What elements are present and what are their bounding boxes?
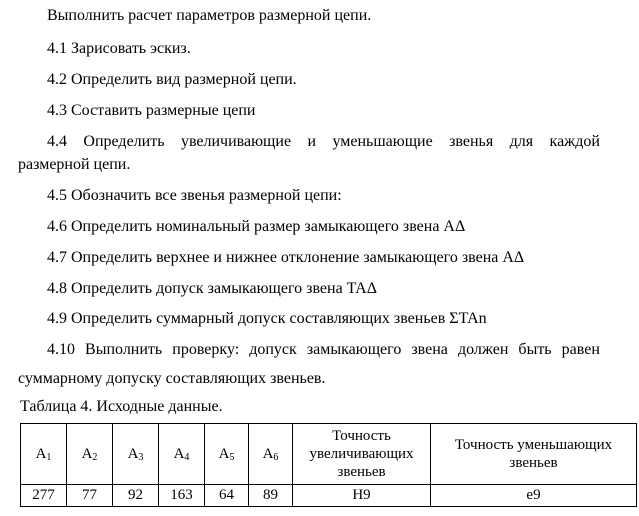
header-a4: $A_4$ <box>159 424 205 485</box>
table-header-row <box>21 424 637 485</box>
header-a5: $A_5$ <box>205 424 249 485</box>
step-4-4-word: увеличивающие <box>180 133 292 150</box>
step-4-10-word: замыкающего <box>306 341 402 358</box>
value-a2: 77 <box>67 485 113 507</box>
step-4-10-word: допуск <box>249 341 297 358</box>
step-4-4-word: звенья <box>449 133 494 150</box>
step-4-6: 4.6 Определить номинальный размер замыкающего звена AΔ <box>47 218 466 235</box>
table-values-row <box>21 485 637 507</box>
value-increasing-precision: H9 <box>293 485 431 507</box>
value-decreasing-precision: e9 <box>431 485 637 507</box>
header-a3: $A_3$ <box>113 424 159 485</box>
value-a1: 277 <box>21 485 67 507</box>
header-a2: $A_2$ <box>67 424 113 485</box>
step-4-10-word: 4.10 <box>47 341 75 358</box>
step-4-4-word: каждой <box>549 133 600 150</box>
step-4-8: 4.8 Определить допуск замыкающего звена TAΔ <box>47 280 378 297</box>
step-4-10-word: проверку: <box>172 341 240 358</box>
header-decreasing-precision: Точность уменьшающих звеньев <box>431 424 637 485</box>
step-4-2: 4.2 Определить вид размерной цепи. <box>47 71 297 88</box>
step-4-7: 4.7 Определить верхнее и нижнее отклонение замыкающего звена AΔ <box>47 249 525 266</box>
step-4-5: 4.5 Обозначить все звенья размерной цепи: <box>47 187 342 204</box>
source-data-table <box>20 423 637 507</box>
value-a6: 89 <box>249 485 293 507</box>
value-a3: 92 <box>113 485 159 507</box>
step-4-4-word: уменьшающие <box>332 133 433 150</box>
step-4-10-word: Выполнить <box>85 341 163 358</box>
step-4-10-word: быть <box>518 341 552 358</box>
step-4-10-word: равен <box>561 341 600 358</box>
table-caption: Таблица 4. Исходные данные. <box>20 398 223 415</box>
header-a1: $A_1$ <box>21 424 67 485</box>
step-4-1: 4.1 Зарисовать эскиз. <box>47 40 191 57</box>
step-4-4-line1 <box>47 132 600 152</box>
step-4-4-line2: размерной цепи. <box>18 156 131 173</box>
step-4-3: 4.3 Составить размерные цепи <box>47 102 256 119</box>
header-increasing-precision: Точность увеличивающих звеньев <box>293 424 431 485</box>
step-4-4-word: для <box>509 133 534 150</box>
step-4-10-word: звена <box>411 341 448 358</box>
value-a4: 163 <box>159 485 205 507</box>
step-4-4-word: и <box>307 133 317 150</box>
step-4-10-word: должен <box>457 341 509 358</box>
step-4-9: 4.9 Определить суммарный допуск составляющих звеньев ΣTAn <box>47 310 487 327</box>
value-a5: 64 <box>205 485 249 507</box>
step-4-10-line2: суммарному допуску составляющих звеньев. <box>18 370 326 387</box>
step-4-4-word: Определить <box>83 133 165 150</box>
step-4-4-word: 4.4 <box>47 133 67 150</box>
step-4-10-line1 <box>47 340 600 360</box>
intro-line: Выполнить расчет параметров размерной цепи. <box>47 7 372 24</box>
header-a6: $A_6$ <box>249 424 293 485</box>
